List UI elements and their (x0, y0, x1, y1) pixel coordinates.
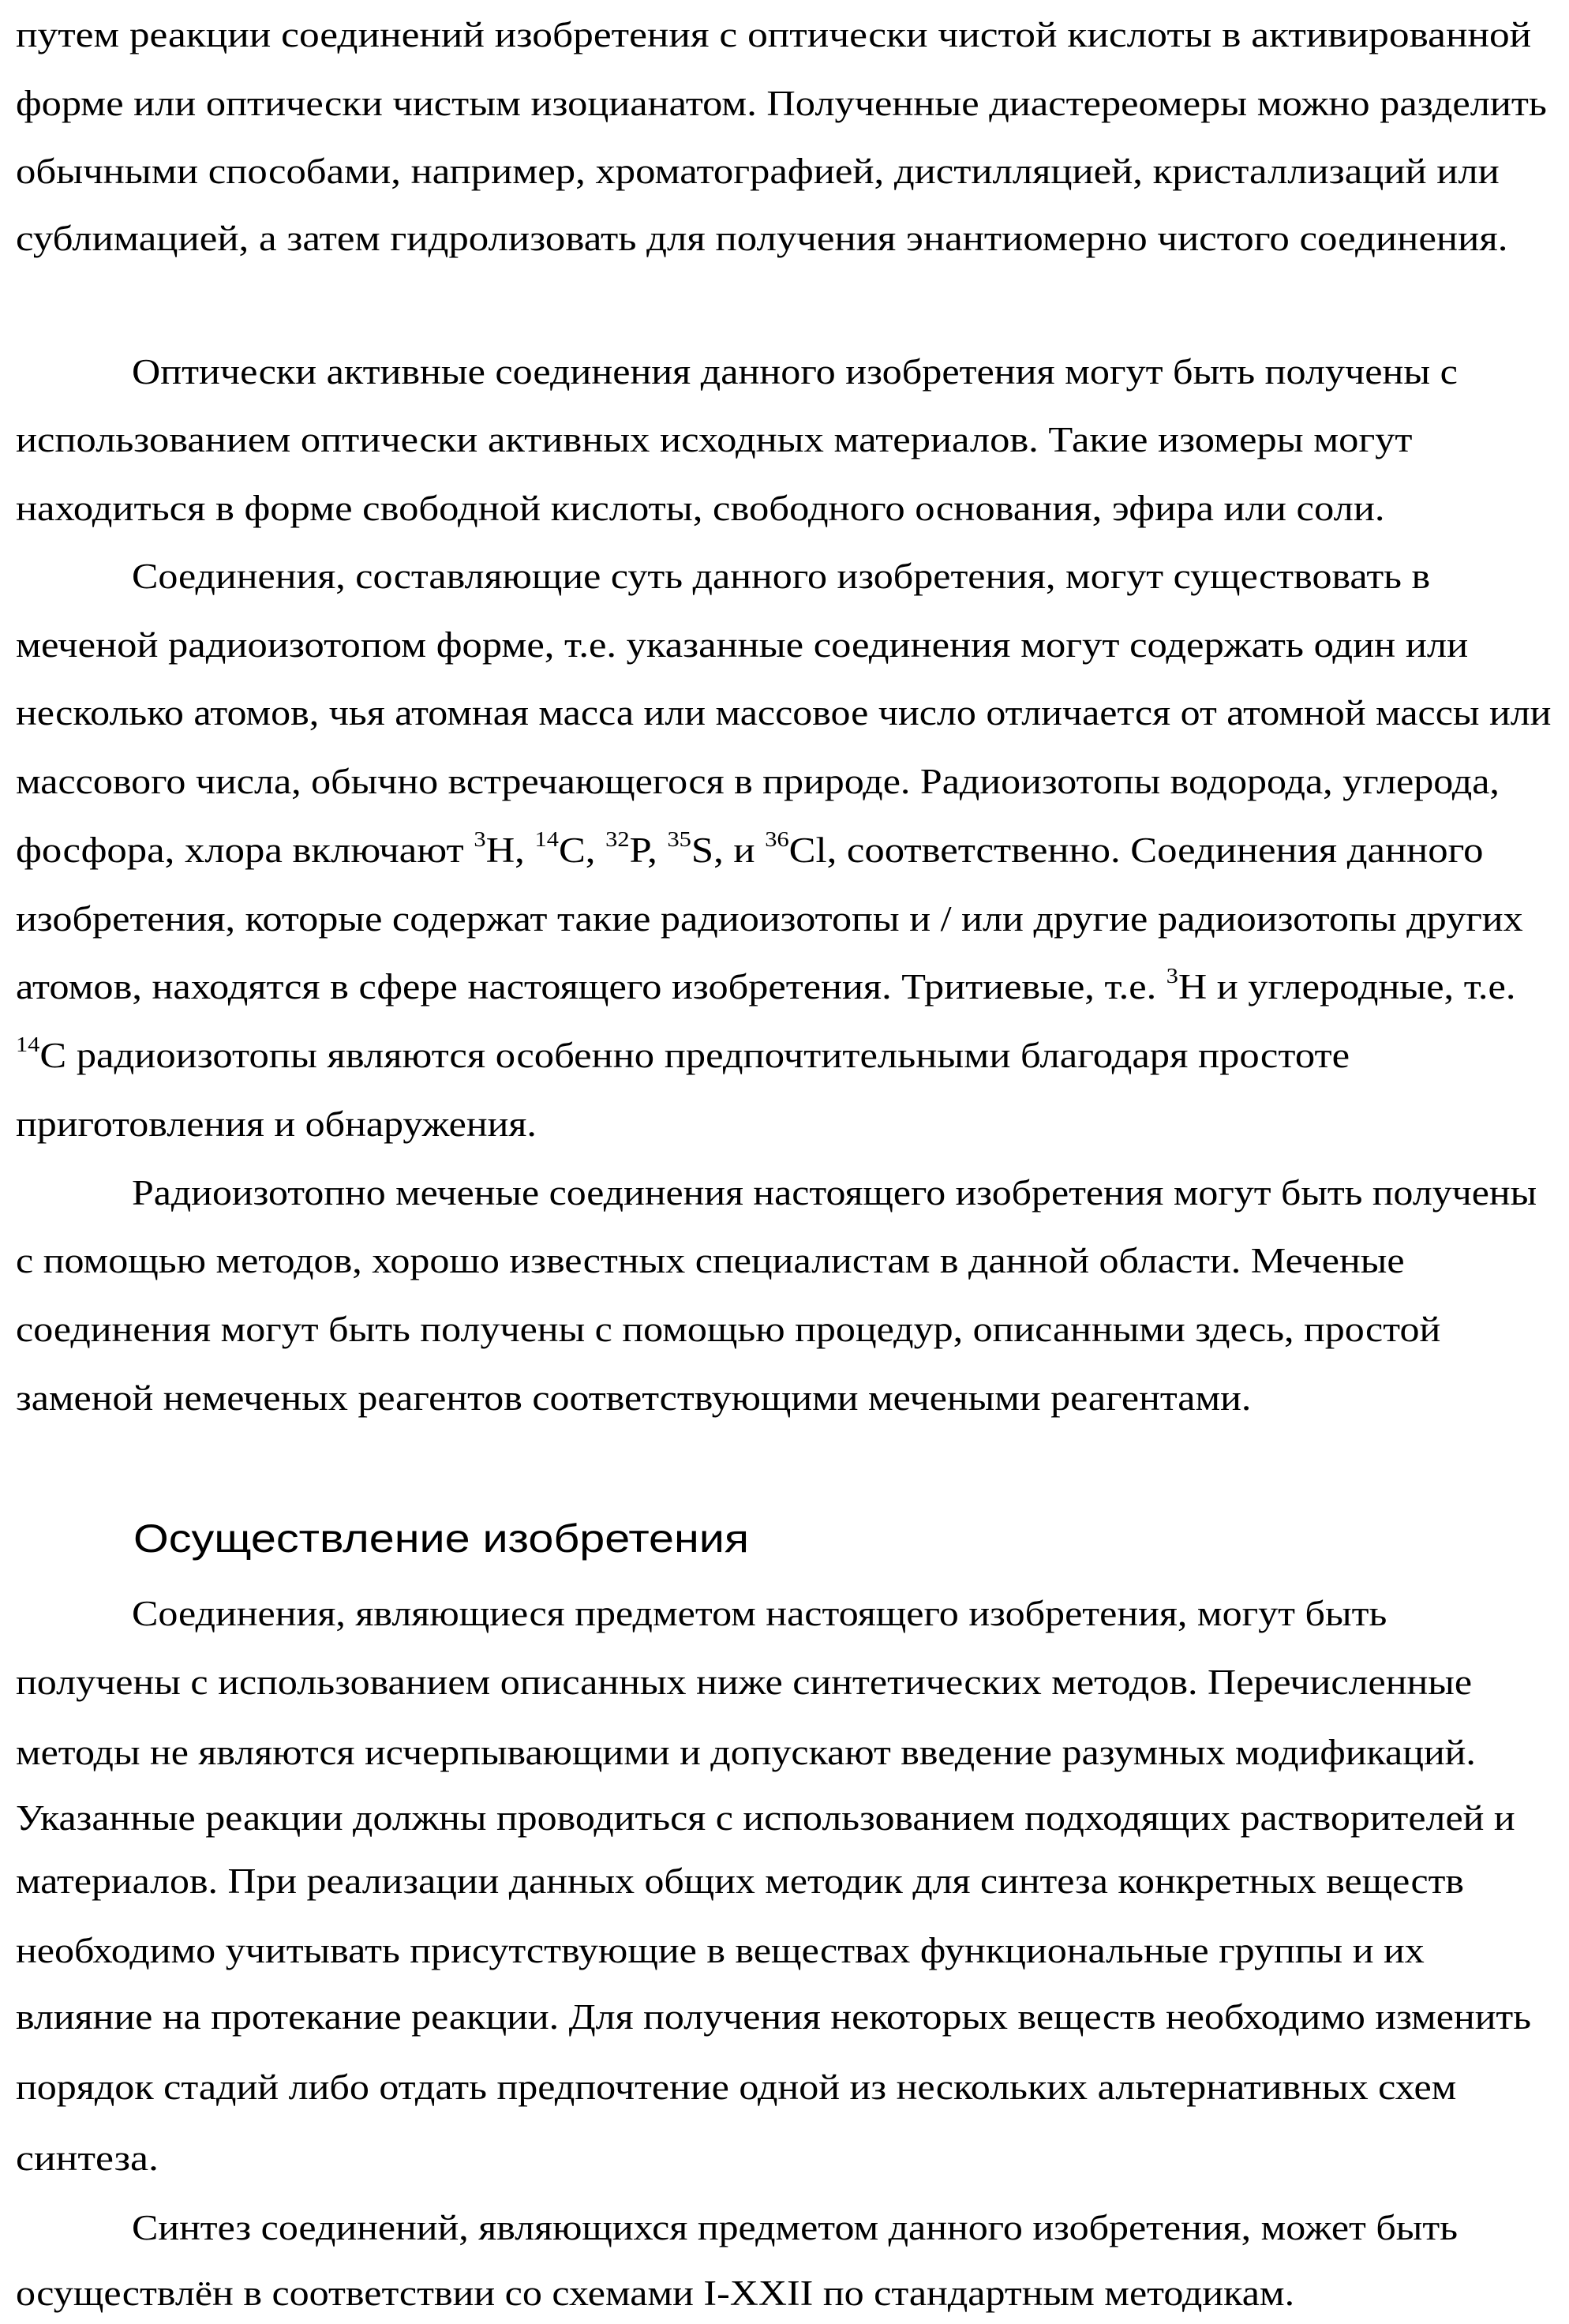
document-page (0, 0, 1569, 2324)
text-segment: атомов, находятся в сфере настоящего изобретения. Тритиевые, т.е. (16, 967, 1166, 1006)
text-line: Радиоизотопно меченые соединения настоящего изобретения могут быть получены (132, 1175, 1537, 1211)
section-heading: Осуществление изобретения (133, 1519, 749, 1558)
text-segment: C радиоизотопы являются особенно предпочтительными благодаря простоте (39, 1036, 1350, 1075)
text-line: влияние на протекание реакции. Для получения некоторых веществ необходимо изменить (16, 2000, 1531, 2035)
mass-number: 14 (16, 1033, 39, 1056)
element-symbol: P (630, 830, 648, 870)
text-line: путем реакции соединений изобретения с оптически чистой кислоты в активированной (16, 17, 1531, 53)
text-line: заменой немеченых реагентов соответствующими мечеными реагентами. (16, 1381, 1251, 1416)
text-line: порядок стадий либо отдать предпочтение одной из нескольких альтернативных схем (16, 2070, 1456, 2105)
text-line: сублимацией, а затем гидролизовать для получения энантиомерно чистого соединения. (16, 221, 1507, 257)
text-line: Оптически активные соединения данного изобретения могут быть получены с (132, 354, 1458, 390)
element-symbol: Cl (789, 830, 827, 870)
text-segment: , (515, 830, 534, 870)
text-line: материалов. При реализации данных общих методик для синтеза конкретных веществ (16, 1864, 1464, 1899)
text-line: синтеза. (16, 2141, 159, 2176)
carbon-line (16, 1038, 1350, 1074)
mass-number: 3 (1166, 964, 1178, 988)
text-segment: , и (713, 830, 765, 870)
text-line: с помощью методов, хорошо известных специалистам в данной области. Меченые (16, 1243, 1405, 1279)
element-symbol: H (1178, 967, 1207, 1006)
text-line: осуществлён в соответствии со схемами I-XXII по стандартным методикам. (16, 2276, 1294, 2311)
text-line: Соединения, составляющие суть данного изобретения, могут существовать в (132, 559, 1430, 594)
mass-number: 32 (605, 827, 629, 851)
element-symbol: S (691, 830, 713, 870)
text-line: меченой радиоизотопом форме, т.е. указанные соединения могут содержать один или (16, 628, 1468, 663)
text-line: приготовления и обнаружения. (16, 1107, 537, 1142)
element-symbol: C (559, 830, 586, 870)
text-line: методы не являются исчерпывающими и допускают введение разумных модификаций. (16, 1735, 1476, 1771)
text-segment: , соответственно. Соединения данного (827, 830, 1484, 870)
text-segment: , (586, 830, 605, 870)
text-line: обычными способами, например, хроматографией, дистилляцией, кристаллизаций или (16, 154, 1500, 189)
text-segment: и углеродные, т.е. (1207, 967, 1515, 1006)
text-line: соединения могут быть получены с помощью процедур, описанными здесь, простой (16, 1312, 1440, 1348)
mass-number: 3 (474, 827, 485, 851)
text-line: Синтез соединений, являющихся предметом данного изобретения, может быть (132, 2210, 1458, 2246)
text-line: использованием оптически активных исходных материалов. Такие изомеры могут (16, 422, 1412, 458)
text-line: получены с использованием описанных ниже синтетических методов. Перечисленные (16, 1665, 1472, 1700)
isotope-line (16, 833, 1484, 868)
text-line: находиться в форме свободной кислоты, свободного основания, эфира или соли. (16, 491, 1385, 527)
mass-number: 36 (765, 827, 788, 851)
text-line: изобретения, которые содержат такие радиоизотопы и / или другие радиоизотопы других (16, 901, 1523, 937)
text-segment: , (647, 830, 667, 870)
tritium-line (16, 969, 1515, 1005)
mass-number: 35 (667, 827, 691, 851)
text-line: необходимо учитывать присутствующие в веществах функциональные группы и их (16, 1933, 1425, 1969)
text-line: массового числа, обычно встречающегося в природе. Радиоизотопы водорода, углерода, (16, 764, 1500, 800)
text-line: Соединения, являющиеся предметом настоящего изобретения, могут быть (132, 1596, 1387, 1632)
mass-number: 14 (535, 827, 559, 851)
text-segment: фосфора, хлора включают (16, 830, 474, 870)
element-symbol: H (486, 830, 515, 870)
text-line: форме или оптически чистым изоцианатом. Полученные диастереомеры можно разделить (16, 86, 1547, 122)
text-line: несколько атомов, чья атомная масса или массовое число отличается от атомной массы или (16, 695, 1551, 731)
text-line: Указанные реакции должны проводиться с использованием подходящих растворителей и (16, 1801, 1515, 1836)
